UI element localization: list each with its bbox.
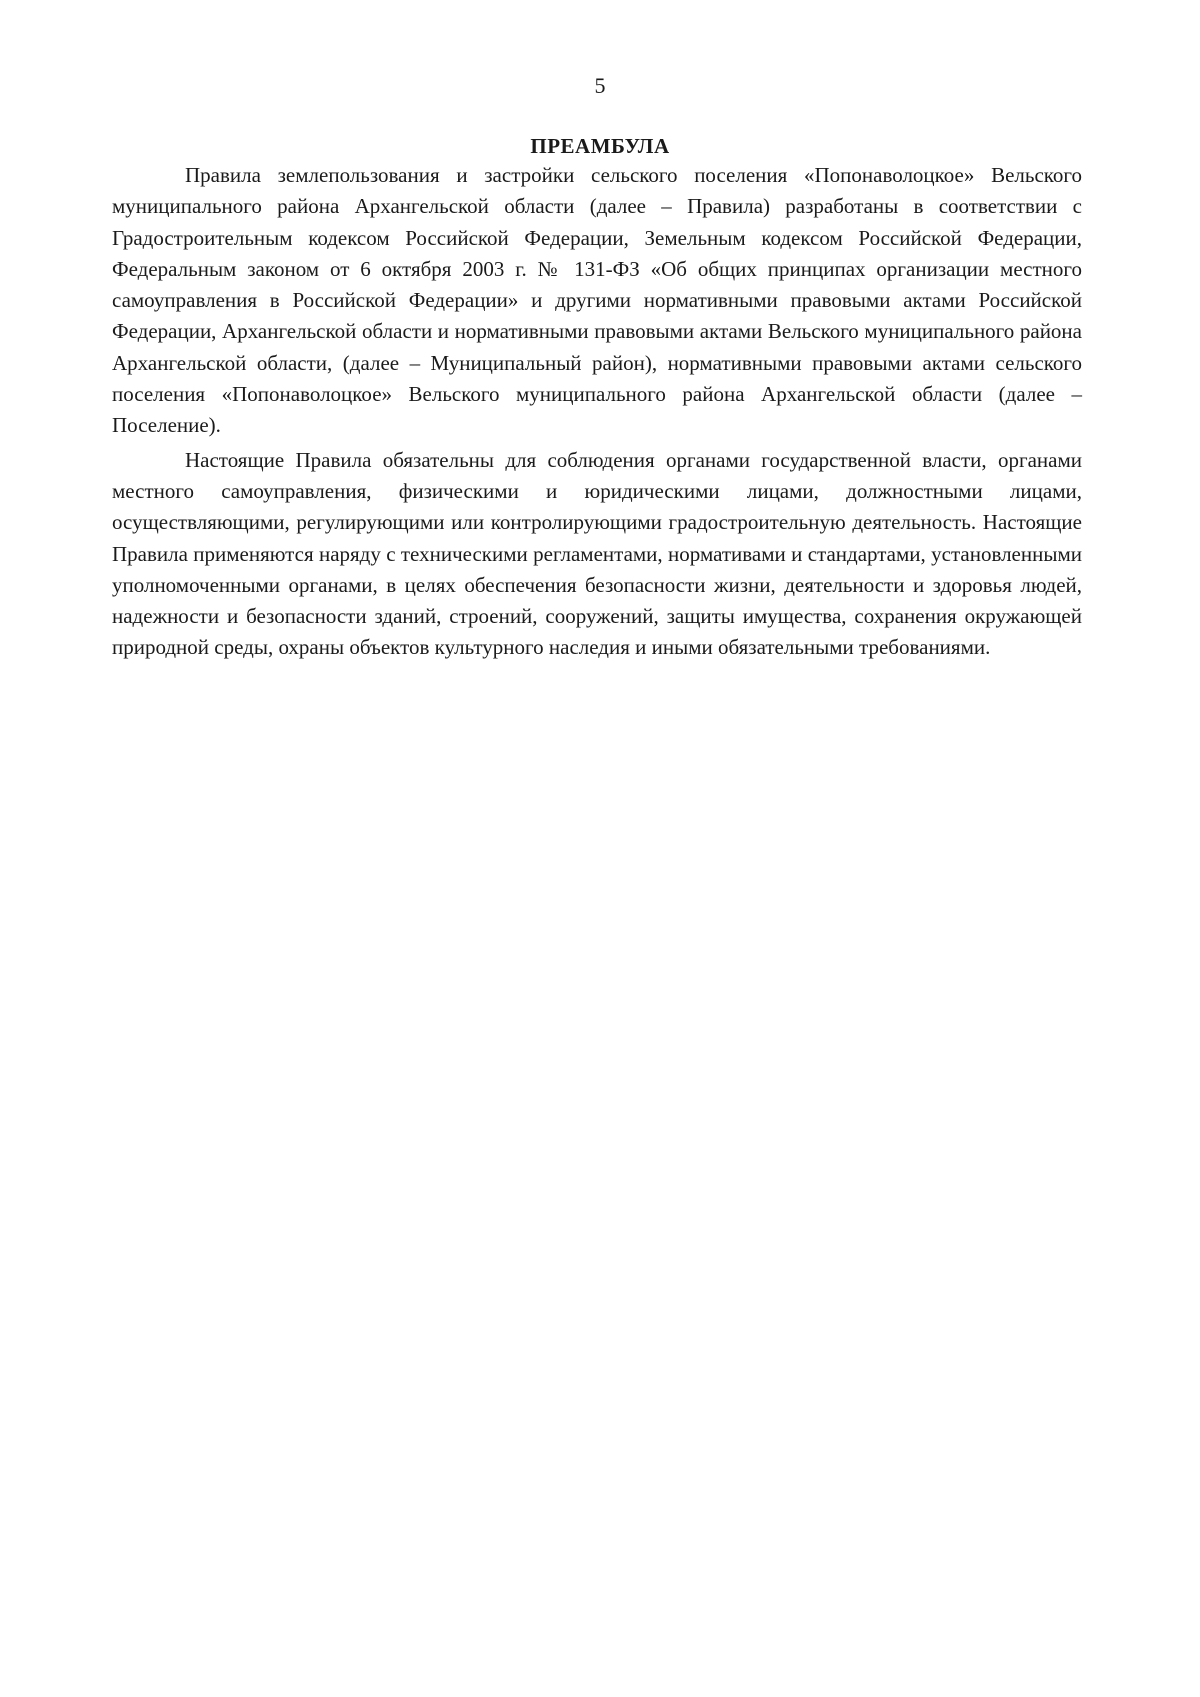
paragraph: Настоящие Правила обязательны для соблюдения органами государственной власти, органами местного самоуправления, физическими и юридическими лицами, должностными лицами, осуществляющими, регулирующими или контролирующими градостроительную деятельность. Настоящие Правила применяются наряду с техническими регламентами, нормативами и стандартами, установленными уполномоченными органами, в целях обеспечения безопасности жизни, деятельности и здоровья людей, надежности и безопасности зданий, строений, сооружений, защиты имущества, сохранения окружающей природной среды, охраны объектов культурного наследия и иными обязательными требованиями. xyxy=(112,447,1082,660)
page-number: 5 xyxy=(594,73,606,98)
section-heading: ПРЕАМБУЛА xyxy=(530,134,670,158)
document-body xyxy=(112,160,1082,664)
paragraph: Правила землепользования и застройки сельского поселения «Попонаволоцкое» Вельского муниципального района Архангельской области (далее – Правила) разработаны в соответствии с Градостроительным кодексом Российской Федерации, Земельным кодексом Российской Федерации, Федеральным законом от 6 октября 2003 г. № 131-ФЗ «Об общих принципах организации местного самоуправления в Российской Федерации» и другими нормативными правовыми актами Российской Федерации, Архангельской области и нормативными правовыми актами Вельского муниципального района Архангельской области, (далее – Муниципальный район), нормативными правовыми актами сельского поселения «Попонаволоцкое» Вельского муниципального района Архангельской области (далее – Поселение). xyxy=(112,163,1082,438)
